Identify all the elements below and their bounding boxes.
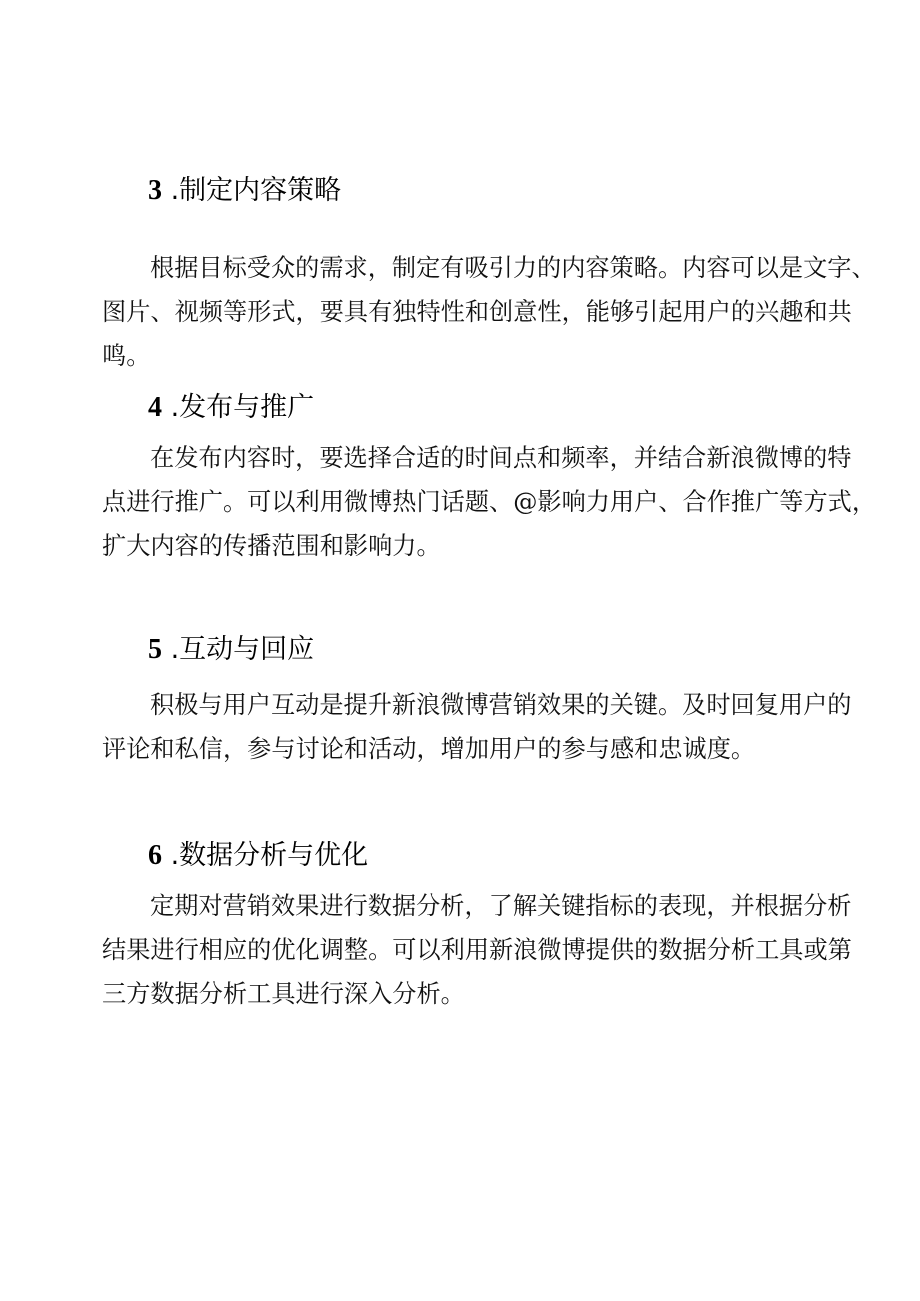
paragraph-line: 结果进行相应的优化调整。可以利用新浪微博提供的数据分析工具或第	[102, 936, 852, 964]
section-heading-5	[148, 634, 314, 666]
section-heading-3	[148, 175, 341, 207]
section-number: 6	[148, 840, 162, 871]
section-number: 4	[148, 392, 162, 423]
paragraph-line: 三方数据分析工具进行深入分析。	[102, 980, 465, 1008]
section-title: .互动与回应	[170, 634, 315, 665]
section-paragraph-5	[102, 683, 852, 771]
paragraph-line: 点进行推广。可以利用微博热门话题、@影响力用户、合作推广等方式，	[102, 488, 877, 516]
section-paragraph-3	[102, 246, 876, 378]
section-number: 5	[148, 634, 162, 665]
paragraph-line: 定期对营销效果进行数据分析，了解关键指标的表现，并根据分析	[150, 892, 852, 920]
section-title: .制定内容策略	[170, 175, 342, 206]
section-heading-6	[148, 840, 368, 872]
paragraph-line: 鸣。	[102, 342, 151, 370]
paragraph-line: 根据目标受众的需求，制定有吸引力的内容策略。内容可以是文字、	[150, 254, 876, 282]
section-heading-4	[148, 392, 314, 424]
section-paragraph-4	[102, 436, 877, 568]
paragraph-line: 评论和私信，参与讨论和活动，增加用户的参与感和忠诚度。	[102, 735, 756, 763]
section-title: .数据分析与优化	[170, 840, 369, 871]
section-title: .发布与推广	[170, 392, 315, 423]
paragraph-line: 图片、视频等形式，要具有独特性和创意性，能够引起用户的兴趣和共	[102, 298, 852, 326]
paragraph-line: 扩大内容的传播范围和影响力。	[102, 532, 441, 560]
section-paragraph-6	[102, 884, 852, 1016]
section-number: 3	[148, 175, 162, 206]
paragraph-line: 在发布内容时，要选择合适的时间点和频率，并结合新浪微博的特	[150, 444, 852, 472]
paragraph-line: 积极与用户互动是提升新浪微博营销效果的关键。及时回复用户的	[150, 691, 852, 719]
